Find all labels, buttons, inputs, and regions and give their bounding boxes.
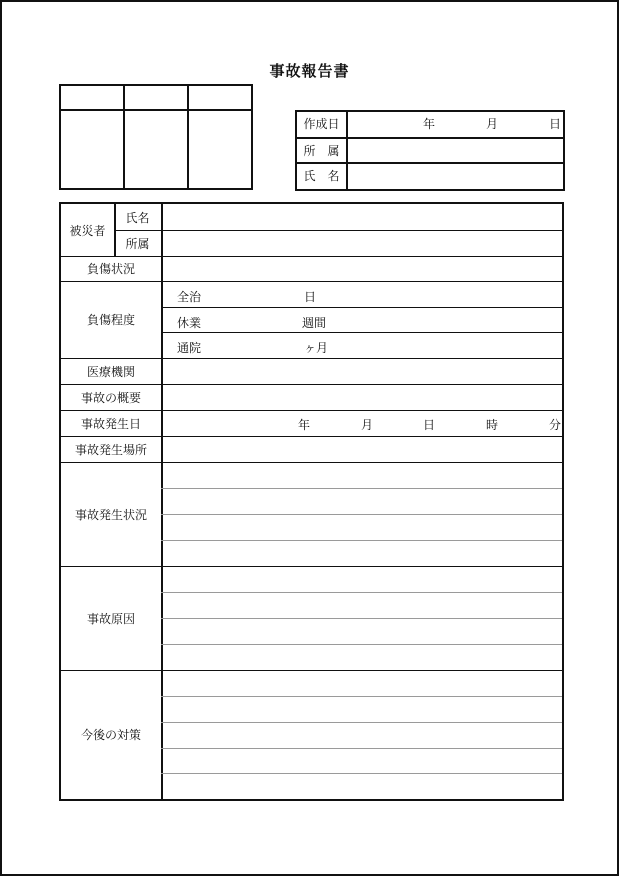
row-line (161, 307, 562, 308)
writing-line (161, 514, 562, 515)
victim-affiliation-label: 所属 (125, 236, 150, 251)
victim-name-label: 氏名 (125, 210, 150, 225)
writing-line (161, 540, 562, 541)
injury-status-label: 負傷状況 (86, 262, 135, 276)
writing-line (161, 773, 562, 774)
row-line (161, 332, 562, 333)
accident-summary-label: 事故の概要 (80, 390, 141, 405)
day-unit: 日 (423, 418, 436, 432)
injury-unit: 日 (304, 290, 317, 304)
approval-stamp-box (59, 84, 253, 190)
stamp-header-line (61, 109, 251, 111)
day-unit: 日 (549, 117, 562, 131)
writing-line (161, 488, 562, 489)
name-label: 氏 名 (297, 164, 348, 189)
hour-unit: 時 (486, 418, 499, 432)
year-unit: 年 (423, 117, 436, 131)
header-info-table (295, 110, 565, 191)
stamp-divider (187, 86, 189, 188)
accident-report-form (59, 202, 564, 801)
injury-item: 休業 (177, 316, 202, 330)
month-unit: 月 (486, 117, 499, 131)
writing-line (161, 722, 562, 723)
affiliation-label: 所 属 (297, 139, 348, 164)
name-row (297, 162, 563, 189)
writing-line (161, 592, 562, 593)
writing-line (161, 618, 562, 619)
year-unit: 年 (298, 418, 311, 432)
writing-line (161, 644, 562, 645)
writing-line (161, 696, 562, 697)
document-title: 事故報告書 (269, 62, 350, 80)
injury-degree-label: 負傷程度 (86, 313, 135, 327)
writing-line (161, 748, 562, 749)
stamp-divider (123, 86, 125, 188)
injury-unit: ヶ月 (304, 341, 329, 355)
injury-item: 全治 (177, 290, 202, 304)
countermeasure-label: 今後の対策 (80, 728, 141, 742)
victim-label: 被災者 (69, 223, 106, 238)
occurrence-date-label: 事故発生日 (80, 416, 141, 431)
injury-unit: 週間 (302, 316, 327, 330)
occurrence-location-label: 事故発生場所 (74, 442, 147, 457)
label-column-divider (161, 204, 163, 799)
medical-institution-label: 医療機関 (86, 364, 135, 379)
month-unit: 月 (361, 418, 374, 432)
affiliation-row (297, 137, 563, 164)
occurrence-situation-label: 事故発生状況 (74, 507, 147, 522)
created-date-label: 作成日 (297, 112, 348, 137)
created-date-row (297, 112, 563, 137)
accident-cause-label: 事故原因 (86, 611, 135, 626)
minute-unit: 分 (549, 418, 562, 432)
row-line (114, 230, 562, 231)
injury-item: 通院 (177, 341, 202, 355)
